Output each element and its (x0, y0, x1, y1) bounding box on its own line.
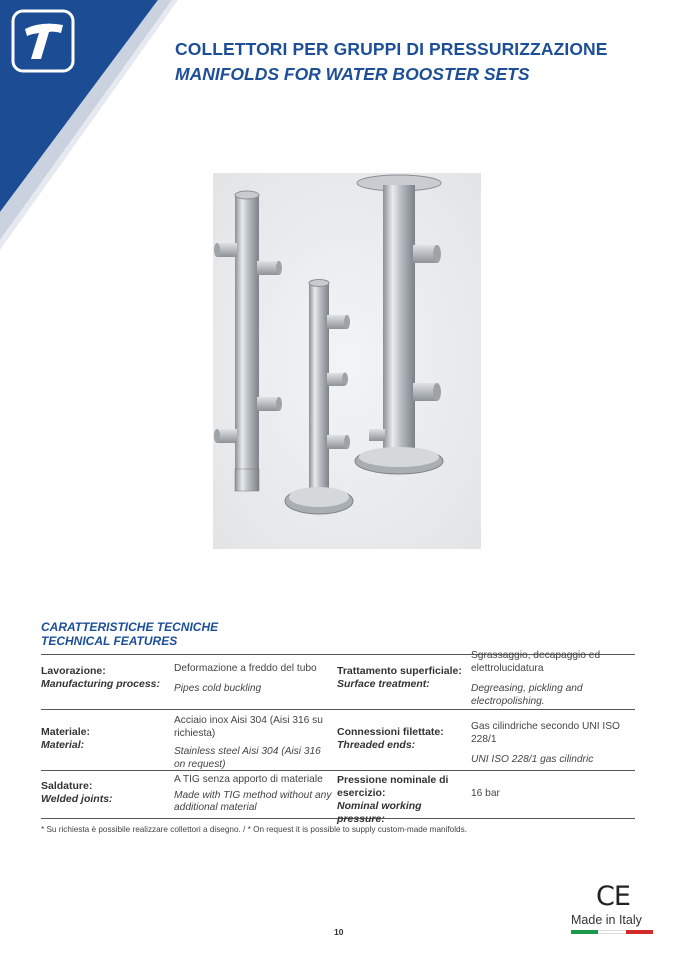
feature-value: 16 bar (471, 788, 500, 799)
footnote: * Su richiesta è possibile realizzare collettori a disegno. / * On request it is possible to supply custom-made manifolds. (41, 825, 467, 834)
page-number: 10 (334, 927, 344, 937)
feature-label: Connessioni filettate: Threaded ends: (337, 726, 444, 751)
feature-value: A TIG senza apporto di materiale Made with TIG method without any additional material (174, 774, 332, 813)
ce-mark: CE (596, 881, 630, 912)
feature-value: Deformazione a freddo del tubo Pipes cold buckling (174, 663, 317, 694)
feature-value: Gas cilindriche secondo UNI ISO 228/1 UNI ISO 228/1 gas cilindric (471, 721, 620, 765)
section-title-english: TECHNICAL FEATURES (41, 634, 178, 648)
section-title-italian: CARATTERISTICHE TECNICHE (41, 620, 219, 634)
brand-logo-icon (11, 9, 75, 73)
feature-label: Lavorazione: Manufacturing process: (41, 665, 161, 690)
page-title-english: MANIFOLDS FOR WATER BOOSTER SETS (175, 64, 530, 84)
made-in-italy-label: Made in Italy (571, 913, 642, 927)
feature-value: Acciaio inox Aisi 304 (Aisi 316 su richiesta) Stainless steel Aisi 304 (Aisi 316 on request) (174, 715, 323, 770)
feature-label: Saldature: Welded joints: (41, 780, 113, 805)
table-divider (41, 709, 635, 710)
table-divider (41, 770, 635, 771)
feature-label: Pressione nominale di esercizio: Nominal working pressure: (337, 774, 449, 825)
manifolds-product-image (213, 173, 481, 549)
page-title-italian: COLLETTORI PER GRUPPI DI PRESSURIZZAZIONE (175, 39, 608, 59)
feature-label: Trattamento superficiale: Surface treatment: (337, 665, 462, 690)
feature-value: Sgrassaggio, decapaggio ed elettrolucidatura Degreasing, pickling and electropolishing. (471, 650, 601, 707)
italian-flag-stripe (571, 930, 653, 934)
feature-label: Materiale: Material: (41, 726, 91, 751)
